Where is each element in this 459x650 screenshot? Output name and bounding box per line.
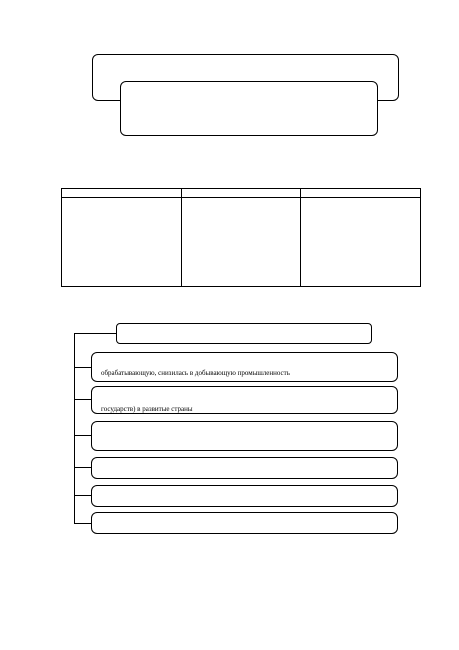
connector-branch (74, 399, 92, 400)
connector-branch (74, 467, 92, 468)
list-item-box (91, 421, 398, 451)
connector-branch (74, 367, 92, 368)
table-cell (181, 198, 301, 287)
list-item-text: государств) в развитые страны (101, 405, 193, 413)
connector-branch (74, 523, 92, 524)
list-item-box (91, 352, 398, 382)
list-item-box (91, 485, 398, 507)
table-header-cell (62, 189, 182, 198)
connector-branch (74, 495, 92, 496)
table-cell (301, 198, 421, 287)
list-item-box (91, 386, 398, 414)
table-header-cell (181, 189, 301, 198)
table-header-row (62, 189, 421, 198)
bottom-header-box (116, 323, 372, 344)
table-header-cell (301, 189, 421, 198)
table-row (62, 198, 421, 287)
connector-branch (74, 435, 92, 436)
list-item-box (91, 457, 398, 479)
empty-table (61, 188, 421, 287)
top-inner-box (120, 81, 378, 136)
connector-line (74, 333, 116, 334)
table-cell (62, 198, 182, 287)
list-item-text: обрабатывающую, снизилась в добывающую промышленность (101, 369, 290, 377)
list-item-box (91, 512, 398, 534)
